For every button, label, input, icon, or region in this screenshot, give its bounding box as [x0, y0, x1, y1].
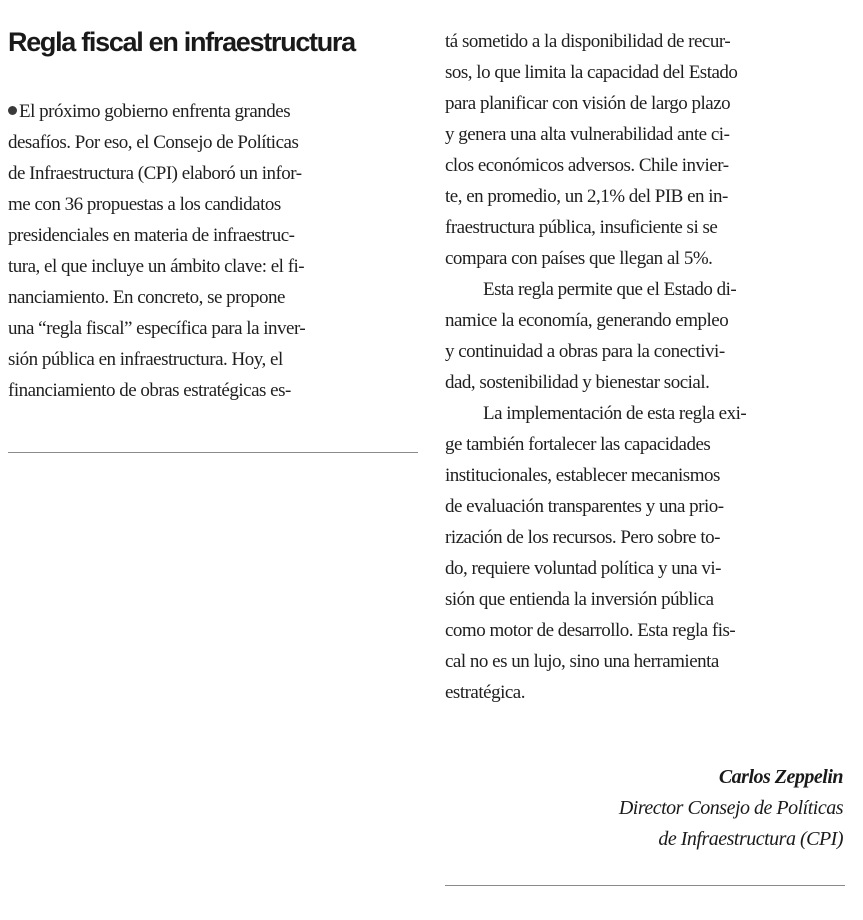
text-line: clos económicos adversos. Chile invier- [445, 155, 729, 176]
paragraph-start-line: Esta regla permite que el Estado di- [483, 279, 737, 300]
text-line: desafíos. Por eso, el Consejo de Políticas [8, 132, 299, 153]
text-line: sos, lo que limita la capacidad del Estado [445, 62, 738, 83]
author-role-line: de Infraestructura (CPI) [658, 828, 843, 850]
author-role-line: Director Consejo de Políticas [618, 797, 843, 819]
text-line: financiamiento de obras estratégicas es- [8, 380, 291, 401]
text-line: rización de los recursos. Pero sobre to- [445, 527, 720, 548]
text-line: me con 36 propuestas a los candidatos [8, 194, 281, 215]
divider-left [8, 452, 418, 453]
text-line: sión que entienda la inversión pública [445, 589, 714, 610]
text-line: fraestructura pública, insuficiente si se [445, 217, 718, 238]
text-line: cal no es un lujo, sino una herramienta [445, 651, 719, 672]
text-line: tá sometido a la disponibilidad de recur- [445, 31, 731, 52]
text-line: estratégica. [445, 682, 525, 703]
text-line: tura, el que incluye un ámbito clave: el fi- [8, 256, 305, 277]
text-line: para planificar con visión de largo plazo [445, 93, 731, 114]
text-line: de evaluación transparentes y una prio- [445, 496, 724, 517]
text-line: como motor de desarrollo. Esta regla fis- [445, 620, 736, 641]
text-line: dad, sostenibilidad y bienestar social. [445, 372, 710, 393]
text-line: do, requiere voluntad política y una vi- [445, 558, 721, 579]
text-line: te, en promedio, un 2,1% del PIB en in- [445, 186, 728, 207]
text-line: institucionales, establecer mecanismos [445, 465, 720, 486]
text-line: nanciamiento. En concreto, se propone [8, 287, 285, 308]
text-line: una “regla fiscal” específica para la inver- [8, 318, 306, 339]
article-column-right [445, 26, 845, 708]
text-line: sión pública en infraestructura. Hoy, el [8, 349, 283, 370]
article-title: Regla fiscal en infraestructura [8, 27, 355, 57]
text-line: presidenciales en materia de infraestruc- [8, 225, 295, 246]
text-line: compara con países que llegan al 5%. [445, 248, 713, 269]
bullet-icon [8, 106, 17, 115]
text-line: de Infraestructura (CPI) elaboró un infor- [8, 163, 302, 184]
text-line-content: El próximo gobierno enfrenta grandes [19, 101, 291, 122]
text-line [8, 96, 416, 127]
paragraph-start-line: La implementación de esta regla exi- [483, 403, 747, 424]
text-line: namice la economía, generando empleo [445, 310, 729, 331]
author-name: Carlos Zeppelin [718, 766, 843, 788]
text-line: ge también fortalecer las capacidades [445, 434, 711, 455]
text-line: y genera una alta vulnerabilidad ante ci- [445, 124, 730, 145]
article-column-left [8, 96, 416, 406]
author-signature [443, 762, 843, 855]
text-line: y continuidad a obras para la conectivi- [445, 341, 725, 362]
divider-right [445, 885, 845, 886]
